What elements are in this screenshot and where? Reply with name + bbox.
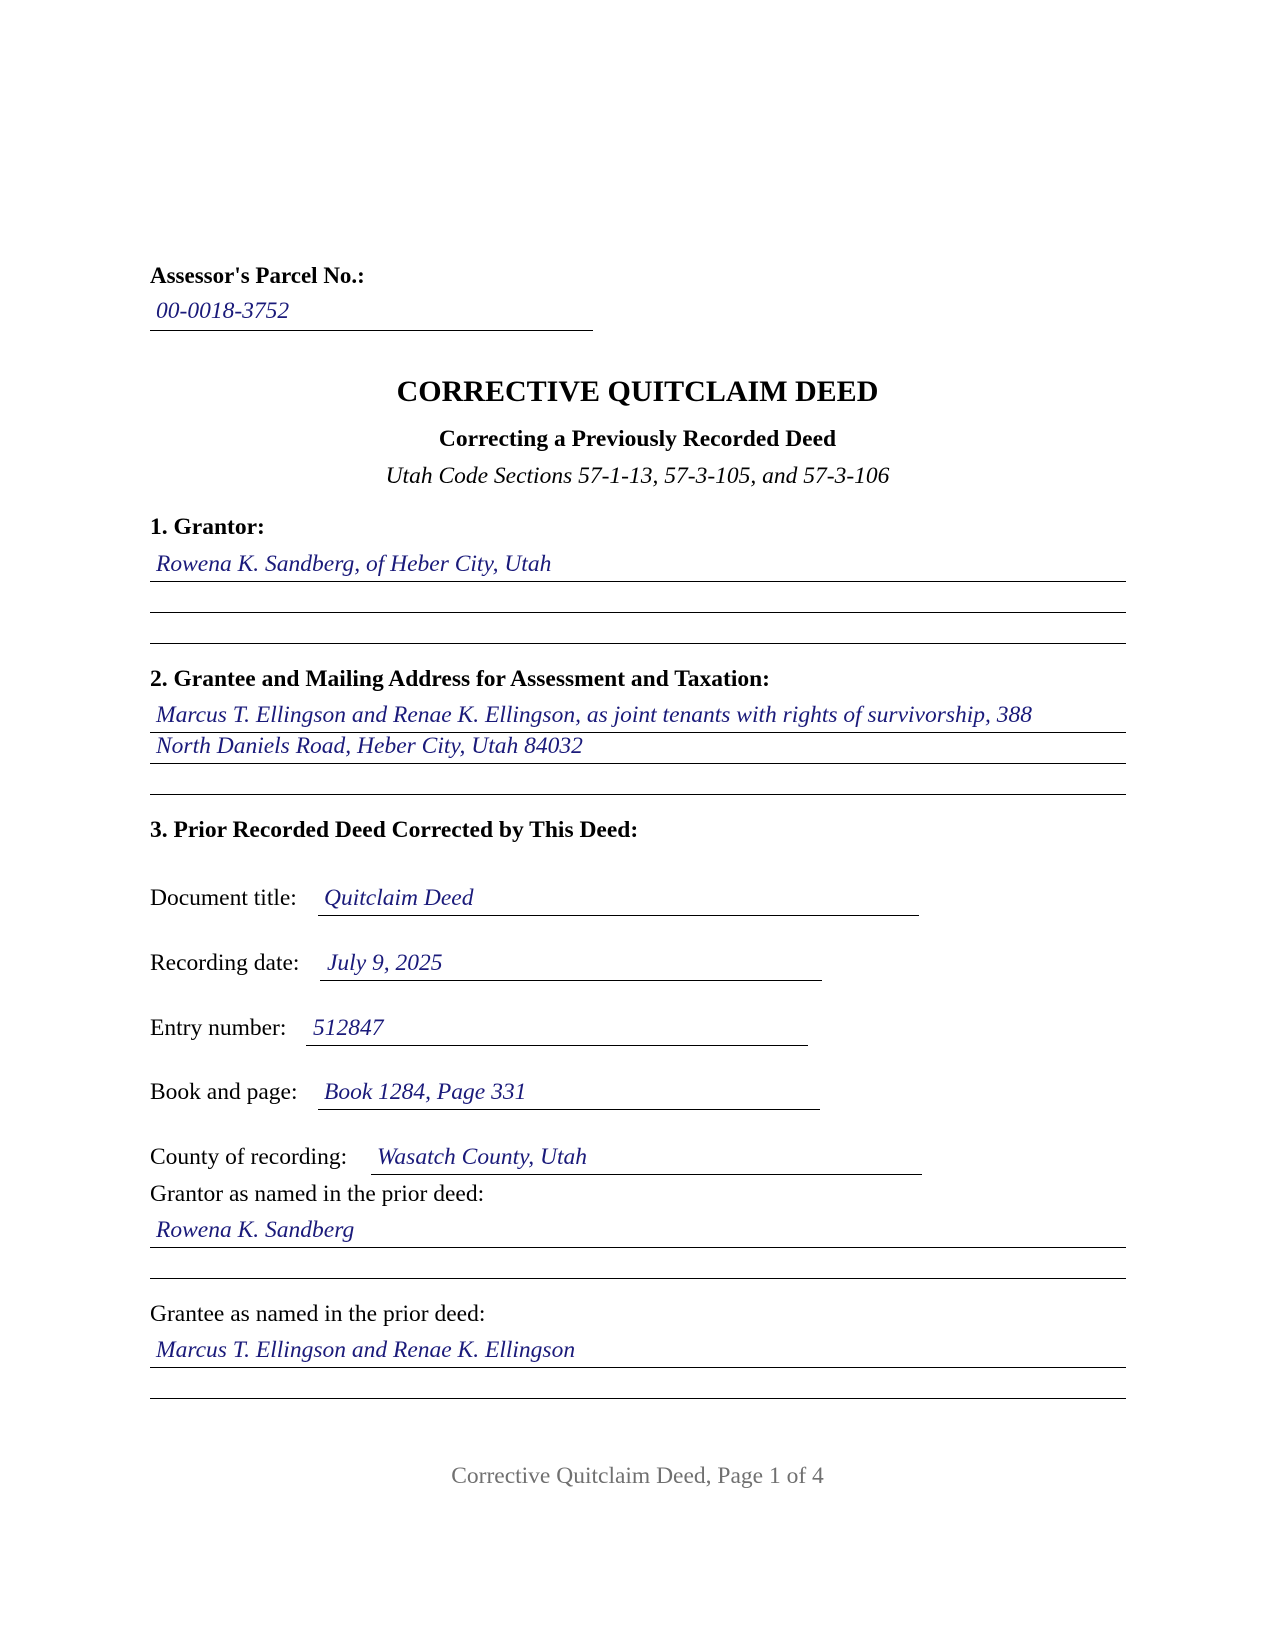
grantee-line-3 [150,794,1126,795]
statute-reference: Utah Code Sections 57-1-13, 57-3-105, and 57-3-106 [385,463,890,489]
entry-number-line [306,1045,808,1046]
page-footer: Corrective Quitclaim Deed, Page 1 of 4 [451,1463,824,1489]
document-title-line [318,915,919,916]
grantee-line-2 [150,763,1126,764]
book-page-value[interactable]: Book 1284, Page 331 [324,1079,527,1105]
grantor-heading: 1. Grantor: [150,514,265,540]
grantee-value-line-1[interactable]: Marcus T. Ellingson and Renae K. Ellingson, as joint tenants with rights of survivorship, 388 [156,702,1033,728]
parcel-number-value[interactable]: 00-0018-3752 [156,298,290,324]
grantor-value-line-1[interactable]: Rowena K. Sandberg, of Heber City, Utah [156,551,552,577]
parcel-number-line [150,330,593,331]
grantor-line-3 [150,643,1126,644]
prior-grantor-label: Grantor as named in the prior deed: [150,1181,485,1207]
prior-grantor-value[interactable]: Rowena K. Sandberg [156,1217,355,1243]
document-title-value[interactable]: Quitclaim Deed [324,885,474,911]
prior-grantee-line-1 [150,1367,1126,1368]
document-title: CORRECTIVE QUITCLAIM DEED [396,375,879,408]
prior-grantee-value[interactable]: Marcus T. Ellingson and Renae K. Ellingson [156,1337,576,1363]
grantor-line-1 [150,581,1126,582]
prior-grantor-line-1 [150,1247,1126,1248]
grantee-heading: 2. Grantee and Mailing Address for Assessment and Taxation: [150,666,771,692]
recording-date-value[interactable]: July 9, 2025 [327,950,443,976]
prior-grantee-line-2 [150,1398,1126,1399]
grantor-line-2 [150,612,1126,613]
book-page-line [318,1109,820,1110]
county-value[interactable]: Wasatch County, Utah [377,1144,587,1170]
grantee-value-line-2[interactable]: North Daniels Road, Heber City, Utah 84032 [156,733,583,759]
county-label: County of recording: [150,1144,348,1170]
entry-number-label: Entry number: [150,1015,287,1041]
recording-date-line [320,980,822,981]
parcel-label: Assessor's Parcel No.: [150,263,365,288]
document-subtitle: Correcting a Previously Recorded Deed [438,426,837,452]
county-line [371,1174,922,1175]
entry-number-value[interactable]: 512847 [313,1015,384,1041]
recording-date-label: Recording date: [150,950,300,976]
prior-deed-heading: 3. Prior Recorded Deed Corrected by This Deed: [150,817,639,843]
document-title-label: Document title: [150,885,297,911]
prior-grantee-label: Grantee as named in the prior deed: [150,1301,486,1327]
book-page-label: Book and page: [150,1079,298,1105]
prior-grantor-line-2 [150,1278,1126,1279]
